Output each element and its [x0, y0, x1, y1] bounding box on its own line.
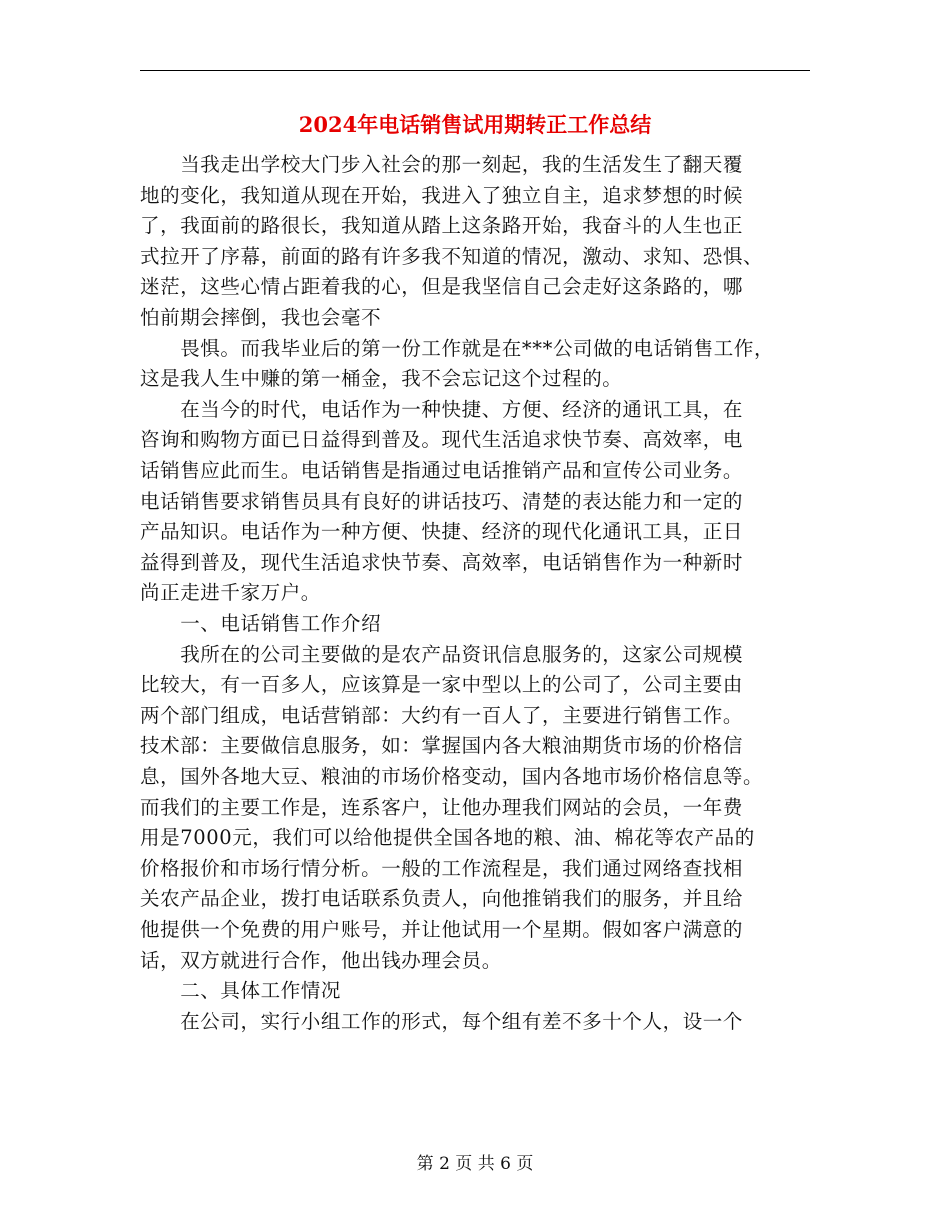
- body-text-line: 式拉开了序幕，前面的路有许多我不知道的情况，激动、求知、恐惧、: [140, 244, 764, 268]
- body-text-line: 二、具体工作情况: [140, 979, 342, 1003]
- body-text-line: 话，双方就进行合作，他出钱办理会员。: [140, 948, 502, 972]
- body-text-line: 我所在的公司主要做的是农产品资讯信息服务的，这家公司规模: [140, 642, 744, 666]
- body-text-line: 他提供一个免费的用户账号，并让他试用一个星期。假如客户满意的: [140, 918, 744, 941]
- body-text-line: 了，我面前的路很长，我知道从踏上这条路开始，我奋斗的人生也正: [140, 214, 744, 238]
- body-text-line: 技术部：主要做信息服务，如：掌握国内各大粮油期货市场的价格信: [140, 734, 744, 758]
- body-text-line: 在公司，实行小组工作的形式，每个组有差不多十个人，设一个: [140, 1009, 744, 1033]
- body-text-line: 而我们的主要工作是，连系客户，让他办理我们网站的会员，一年费: [140, 795, 744, 819]
- body-text-line: 关农产品企业，拨打电话联系负责人，向他推销我们的服务，并且给: [140, 887, 744, 911]
- body-text-line: 怕前期会摔倒，我也会毫不: [140, 306, 382, 329]
- body-text-line: 咨询和购物方面已日益得到普及。现代生活追求快节奏、高效率，电: [140, 428, 744, 452]
- body-text-line: 电话销售要求销售员具有良好的讲话技巧、清楚的表达能力和一定的: [140, 489, 744, 513]
- body-text-line: 价格报价和市场行情分析。一般的工作流程是，我们通过网络查找相: [140, 856, 744, 880]
- document-title: 2024年电话销售试用期转正工作总结: [298, 112, 652, 137]
- body-text-line: 两个部门组成，电话营销部：大约有一百人了，主要进行销售工作。: [140, 703, 744, 727]
- body-text-line: 用是7000元，我们可以给他提供全国各地的粮、油、棉花等农产品的: [140, 826, 755, 850]
- header-rule: [140, 70, 810, 71]
- body-text-line: 一、电话销售工作介绍: [140, 612, 382, 635]
- body-text-line: 当我走出学校大门步入社会的那一刻起，我的生活发生了翻天覆: [140, 153, 744, 176]
- page-number: 第 2 页 共 6 页: [416, 1154, 534, 1174]
- body-text-line: 话销售应此而生。电话销售是指通过电话推销产品和宣传公司业务。: [140, 459, 744, 482]
- body-text-line: 息，国外各地大豆、粮油的市场价格变动，国内各地市场价格信息等。: [140, 765, 764, 788]
- body-text-line: 迷茫，这些心情占距着我的心，但是我坚信自己会走好这条路的，哪: [140, 275, 744, 299]
- body-text-line: 比较大，有一百多人，应该算是一家中型以上的公司了，公司主要由: [140, 673, 744, 697]
- body-text-line: 尚正走进千家万户。: [140, 581, 321, 605]
- body-text-line: 地的变化，我知道从现在开始，我进入了独立自主，追求梦想的时候: [140, 183, 744, 207]
- body-text-line: 畏惧。而我毕业后的第一份工作就是在***公司做的电话销售工作，: [140, 336, 775, 360]
- body-text-line: 产品知识。电话作为一种方便、快捷、经济的现代化通讯工具，正日: [140, 520, 744, 544]
- body-text-line: 在当今的时代，电话作为一种快捷、方便、经济的通讯工具，在: [140, 397, 744, 421]
- body-text-line: 这是我人生中赚的第一桶金，我不会忘记这个过程的。: [140, 367, 623, 391]
- body-text-line: 益得到普及，现代生活追求快节奏、高效率，电话销售作为一种新时: [140, 550, 744, 574]
